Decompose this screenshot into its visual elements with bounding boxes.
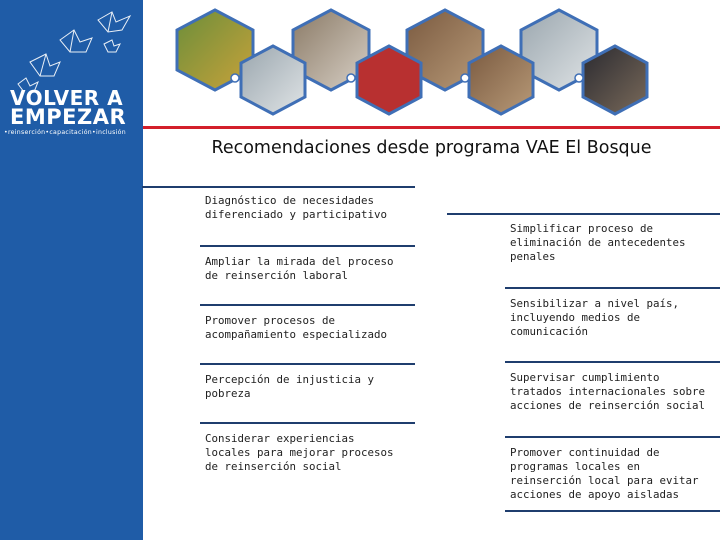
divider	[200, 363, 415, 365]
right-item-3: Supervisar cumplimiento tratados internacionales sobre acciones de reinserción social	[510, 371, 706, 412]
logo	[0, 0, 143, 150]
divider	[447, 213, 720, 215]
divider	[200, 304, 415, 306]
divider	[142, 186, 415, 188]
logo-line-1: VOLVER A	[10, 86, 124, 110]
logo-tagline: •reinserción•capacitación•inclusión	[4, 129, 126, 136]
left-item-5: Considerar experiencias locales para mejorar procesos de reinserción social	[205, 432, 394, 473]
right-item-2: Sensibilizar a nivel país, incluyendo medios de comunicación	[510, 297, 680, 338]
left-item-1: Diagnóstico de necesidades diferenciado y participativo	[205, 194, 388, 221]
divider	[200, 422, 415, 424]
right-item-4: Promover continuidad de programas locales en reinserción local para evitar acciones de apoyo aisladas	[510, 446, 699, 501]
left-item-3: Promover procesos de acompañamiento especializado	[205, 314, 388, 341]
logo-line-2: EMPEZAR	[10, 105, 127, 129]
left-item-2: Ampliar la mirada del proceso de reinserción laboral	[205, 255, 394, 282]
left-item-4: Percepción de injusticia y pobreza	[205, 373, 375, 400]
divider	[200, 245, 415, 247]
origami-birds-icon	[0, 0, 143, 90]
divider	[505, 287, 720, 289]
photo-strip	[175, 8, 720, 126]
divider	[505, 510, 720, 512]
header-rule	[143, 126, 720, 129]
right-item-1: Simplificar proceso de eliminación de antecedentes penales	[510, 222, 686, 263]
divider	[505, 361, 720, 363]
divider	[505, 436, 720, 438]
page-title: Recomendaciones desde programa VAE El Bosque	[211, 138, 652, 158]
